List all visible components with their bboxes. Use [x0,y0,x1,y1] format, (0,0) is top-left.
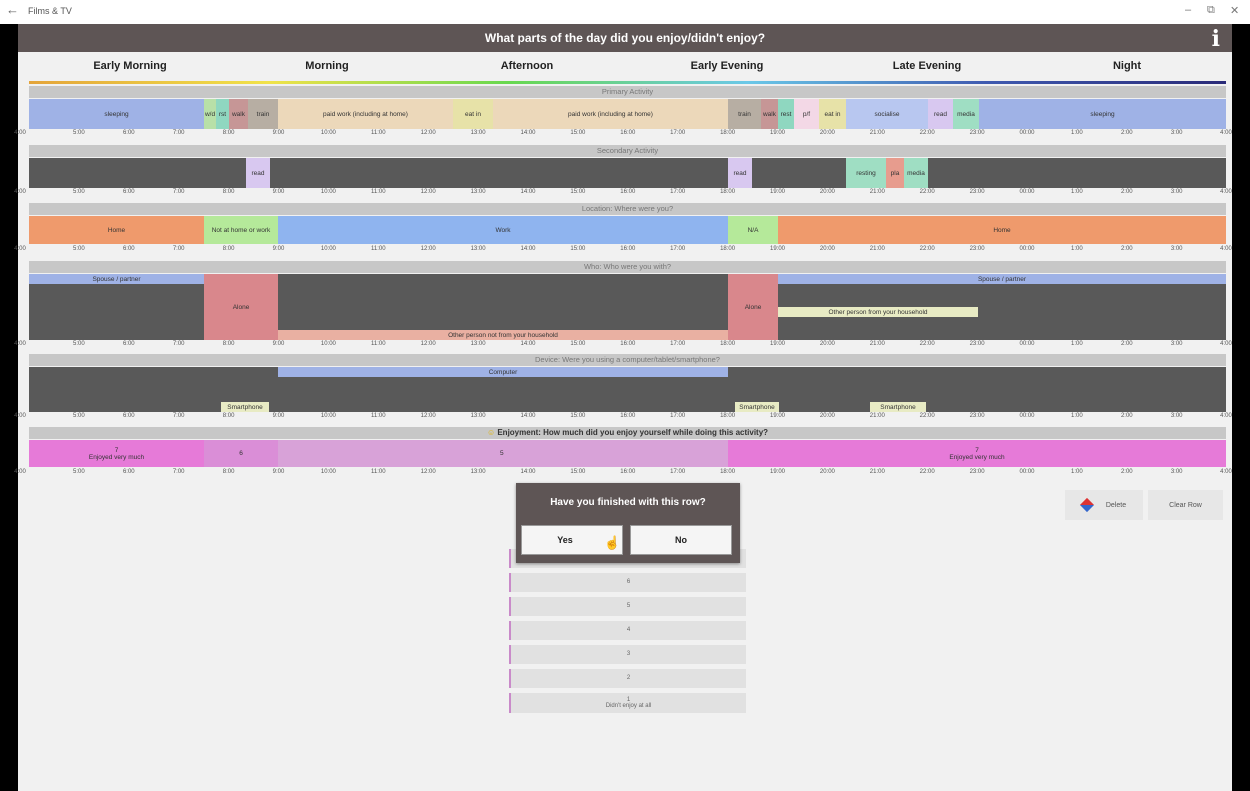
section-enjoyment: ☺ Enjoyment: How much did you enjoy yourself while doing this activity? [29,427,1226,439]
enjoyment-block[interactable]: 7 Enjoyed very much [728,440,1226,467]
location-track[interactable] [29,216,1226,244]
enjoyment-scale-item[interactable]: 3 [509,645,746,664]
period-early-morning: Early Morning [93,60,167,72]
smiley-icon: ☺ [486,428,496,437]
time-tick: 1:00 [1071,246,1083,252]
time-tick: 6:00 [122,341,135,347]
time-tick: 11:00 [371,469,386,475]
activity-block[interactable]: train [248,99,278,129]
time-tick: 16:00 [620,130,636,136]
time-tick: 17:00 [670,469,686,475]
time-tick: 13:00 [470,469,486,475]
time-tick: 13:00 [470,130,486,136]
location-block[interactable]: Home [778,216,1226,244]
time-tick: 6:00 [122,413,135,419]
back-arrow-icon[interactable]: ← [6,2,19,17]
time-tick: 10:00 [320,469,336,475]
time-tick: 17:00 [670,189,686,195]
title-bar [0,0,1250,24]
time-tick: 2:00 [1120,341,1133,347]
activity-block[interactable]: socialise [846,99,928,129]
time-tick: 19:00 [769,469,786,475]
time-tick: 16:00 [620,246,636,252]
time-tick: 14:00 [520,246,536,252]
activity-block[interactable]: rest [778,99,794,129]
minimize-icon[interactable]: – [1185,4,1192,16]
secondary-block[interactable]: read [246,158,270,188]
time-tick: 8:00 [222,469,235,475]
time-tick: 22:00 [919,341,935,347]
time-tick: 13:00 [470,189,486,195]
clear-row-button[interactable]: Clear Row [1148,490,1223,520]
time-tick: 7:00 [172,413,185,419]
time-tick: 10:00 [320,413,336,419]
who-block[interactable]: Alone [728,274,778,340]
time-axis [14,469,1232,478]
time-tick: 11:00 [371,189,386,195]
time-tick: 3:00 [1170,246,1183,252]
activity-block[interactable]: walk [229,99,248,129]
time-tick: 1:00 [1071,469,1083,475]
dialog-message: Have you finished with this row? [550,497,706,508]
time-tick: 6:00 [122,469,135,475]
time-tick: 9:00 [272,189,285,195]
time-tick: 18:00 [720,469,736,475]
restore-icon[interactable]: ⧉ [1207,4,1215,16]
who-block[interactable]: Spouse / partner [29,274,204,284]
time-tick: 00:00 [1019,469,1035,475]
section-location: Location: Where were you? [29,203,1226,215]
period-early-evening: Early Evening [690,60,764,72]
device-block[interactable]: Smartphone [870,402,926,412]
time-tick: 16:00 [620,341,636,347]
time-tick: 12:00 [420,189,436,195]
time-tick: 11:00 [371,341,386,347]
time-axis [14,189,1232,198]
time-tick: 5:00 [73,341,85,347]
time-tick: 4:00 [14,469,26,475]
time-tick: 17:00 [670,413,686,419]
time-tick: 20:00 [819,341,835,347]
time-tick: 21:00 [869,246,885,252]
time-tick: 4:00 [1220,341,1232,347]
primary-track[interactable] [29,99,1226,129]
enjoyment-block[interactable]: 5 [278,440,728,467]
time-tick: 2:00 [1120,246,1133,252]
time-tick: 9:00 [272,246,285,252]
info-icon[interactable]: i [1211,26,1220,52]
secondary-block[interactable]: media [904,158,928,188]
time-tick: 15:00 [570,413,586,419]
time-tick: 23:00 [969,189,985,195]
time-tick: 14:00 [520,189,536,195]
time-tick: 6:00 [122,189,135,195]
time-tick: 7:00 [172,189,185,195]
time-tick: 20:00 [819,189,835,195]
time-tick: 00:00 [1019,341,1035,347]
time-tick: 2:00 [1120,413,1133,419]
secondary-track[interactable] [29,158,1226,188]
device-block[interactable]: Smartphone [221,402,269,412]
time-tick: 2:00 [1120,130,1133,136]
time-tick: 19:00 [769,246,786,252]
time-tick: 4:00 [1220,413,1232,419]
time-tick: 17:00 [670,246,686,252]
secondary-block[interactable]: resting [846,158,886,188]
time-tick: 00:00 [1019,413,1035,419]
time-tick: 4:00 [14,341,26,347]
time-tick: 00:00 [1019,246,1035,252]
time-tick: 18:00 [720,341,736,347]
time-tick: 23:00 [969,413,985,419]
no-button[interactable]: No [630,525,732,555]
time-tick: 5:00 [73,413,85,419]
time-tick: 20:00 [819,130,835,136]
hand-pointer-icon: ☝ [604,535,621,550]
time-axis [14,413,1232,422]
enjoyment-scale-item[interactable]: 5 [509,597,746,616]
time-tick: 15:00 [570,469,586,475]
time-tick: 00:00 [1019,189,1035,195]
time-tick: 18:00 [720,413,736,419]
activity-block[interactable]: paid work (including at home) [493,99,728,129]
time-tick: 13:00 [470,341,486,347]
who-block[interactable]: Other person from your household [778,307,978,317]
activity-block[interactable]: eat in [819,99,846,129]
time-tick: 10:00 [320,246,336,252]
time-tick: 8:00 [222,189,235,195]
time-axis [14,130,1232,139]
time-tick: 13:00 [470,413,486,419]
time-tick: 4:00 [1220,469,1232,475]
day-spectrum-bar [29,81,1226,84]
time-tick: 8:00 [222,413,235,419]
section-device: Device: Were you using a computer/tablet/smartphone? [29,354,1226,366]
time-tick: 19:00 [769,130,786,136]
time-tick: 4:00 [14,413,26,419]
time-tick: 7:00 [172,469,185,475]
time-tick: 8:00 [222,130,235,136]
period-afternoon: Afternoon [500,60,554,72]
time-tick: 4:00 [1220,189,1232,195]
period-night: Night [1112,60,1142,72]
time-tick: 00:00 [1019,130,1035,136]
time-tick: 20:00 [819,246,835,252]
time-tick: 3:00 [1170,189,1183,195]
period-late-evening: Late Evening [892,60,962,72]
time-axis [14,341,1232,350]
time-tick: 11:00 [371,246,386,252]
time-tick: 8:00 [222,341,235,347]
time-tick: 17:00 [670,341,686,347]
time-tick: 9:00 [272,469,285,475]
section-who: Who: Who were you with? [29,261,1226,273]
time-tick: 21:00 [869,130,885,136]
enjoyment-scale-item[interactable]: 1 Didn't enjoy at all [509,693,746,713]
time-tick: 5:00 [73,246,85,252]
delete-button[interactable]: Delete [1065,490,1143,520]
time-tick: 21:00 [869,469,885,475]
time-tick: 2:00 [1120,189,1133,195]
time-tick: 15:00 [570,341,586,347]
time-tick: 7:00 [172,130,185,136]
time-tick: 18:00 [720,246,736,252]
time-tick: 14:00 [520,413,536,419]
time-tick: 1:00 [1071,341,1083,347]
enjoyment-scale-item[interactable]: 2 [509,669,746,688]
yes-button[interactable]: Yes [521,525,623,555]
section-secondary-activity: Secondary Activity [29,145,1226,157]
survey-stage [14,24,1232,791]
time-tick: 10:00 [320,189,336,195]
time-tick: 19:00 [769,341,786,347]
time-tick: 22:00 [919,246,935,252]
time-tick: 23:00 [969,246,985,252]
time-tick: 22:00 [919,469,935,475]
time-tick: 12:00 [420,413,436,419]
secondary-block[interactable]: read [728,158,752,188]
time-tick: 15:00 [570,130,586,136]
time-tick: 4:00 [14,246,26,252]
time-tick: 3:00 [1170,469,1183,475]
time-tick: 2:00 [1120,469,1133,475]
time-tick: 10:00 [320,341,336,347]
time-tick: 3:00 [1170,130,1183,136]
activity-block[interactable]: p/f [794,99,819,129]
activity-block[interactable]: w/d [204,99,216,129]
time-tick: 13:00 [470,246,486,252]
time-tick: 14:00 [520,341,536,347]
time-tick: 9:00 [272,413,285,419]
location-block[interactable]: Home [29,216,204,244]
time-tick: 1:00 [1071,189,1083,195]
time-tick: 6:00 [122,130,135,136]
confirm-dialog [516,483,740,563]
time-tick: 7:00 [172,246,185,252]
time-tick: 18:00 [720,130,736,136]
time-tick: 12:00 [420,469,436,475]
time-tick: 16:00 [620,469,636,475]
who-block[interactable]: Other person not from your household [278,330,728,340]
question-title: What parts of the day did you enjoy/didn't enjoy? [484,31,766,45]
time-tick: 4:00 [14,130,26,136]
time-axis [14,246,1232,255]
time-tick: 1:00 [1071,413,1083,419]
time-tick: 23:00 [969,341,985,347]
question-header [18,24,1232,52]
enjoyment-block[interactable]: 7 Enjoyed very much [29,440,204,467]
time-tick: 22:00 [919,413,935,419]
time-tick: 18:00 [720,189,736,195]
time-tick: 12:00 [420,130,436,136]
time-tick: 11:00 [371,130,386,136]
time-tick: 12:00 [420,246,436,252]
time-tick: 4:00 [14,189,26,195]
who-track[interactable] [29,274,1226,340]
time-tick: 20:00 [819,469,835,475]
location-block[interactable]: Work [278,216,728,244]
time-tick: 19:00 [769,413,786,419]
enjoyment-scale-item[interactable]: 6 [509,573,746,592]
location-block[interactable]: N/A [728,216,778,244]
activity-block[interactable]: eat in [453,99,493,129]
secondary-block[interactable]: pla [886,158,904,188]
enjoyment-track[interactable] [29,440,1226,467]
location-block[interactable]: Not at home or work [204,216,278,244]
time-tick: 15:00 [570,189,586,195]
time-tick: 1:00 [1071,130,1083,136]
device-track[interactable] [29,367,1226,412]
enjoyment-block[interactable]: 6 [204,440,278,467]
time-tick: 16:00 [620,189,636,195]
time-tick: 21:00 [869,189,885,195]
activity-block[interactable]: media [953,99,979,129]
time-tick: 23:00 [969,130,985,136]
time-tick: 5:00 [73,469,85,475]
period-morning: Morning [305,60,349,72]
time-tick: 17:00 [670,130,686,136]
time-tick: 7:00 [172,341,185,347]
time-tick: 3:00 [1170,413,1183,419]
time-tick: 8:00 [222,246,235,252]
time-tick: 9:00 [272,130,285,136]
time-tick: 5:00 [73,189,85,195]
activity-block[interactable]: sleeping [29,99,204,129]
time-tick: 19:00 [769,189,786,195]
who-block[interactable]: Spouse / partner [778,274,1226,284]
activity-block[interactable]: rst [216,99,229,129]
activity-block[interactable]: read [928,99,953,129]
time-tick: 3:00 [1170,341,1183,347]
time-tick: 5:00 [73,130,85,136]
time-tick: 16:00 [620,413,636,419]
time-tick: 4:00 [1220,246,1232,252]
time-tick: 20:00 [819,413,835,419]
time-tick: 21:00 [869,413,885,419]
app-title: Films & TV [28,6,72,16]
time-tick: 22:00 [919,189,935,195]
time-tick: 14:00 [520,130,536,136]
time-tick: 10:00 [320,130,336,136]
device-block[interactable]: Smartphone [735,402,779,412]
time-tick: 6:00 [122,246,135,252]
activity-block[interactable]: sleeping [979,99,1226,129]
device-block[interactable]: Computer [278,367,728,377]
section-primary-activity: Primary Activity [29,86,1226,98]
who-block[interactable]: Alone [204,274,278,340]
time-tick: 15:00 [570,246,586,252]
eraser-icon [1080,498,1094,512]
time-tick: 9:00 [272,341,285,347]
time-tick: 12:00 [420,341,436,347]
time-tick: 22:00 [919,130,935,136]
activity-block[interactable]: train [728,99,761,129]
activity-block[interactable]: walk [761,99,778,129]
close-icon[interactable]: ✕ [1230,5,1240,17]
activity-block[interactable]: paid work (including at home) [278,99,453,129]
time-tick: 11:00 [371,413,386,419]
time-tick: 21:00 [869,341,885,347]
time-tick: 14:00 [520,469,536,475]
time-tick: 23:00 [969,469,985,475]
enjoyment-scale-item[interactable]: 4 [509,621,746,640]
time-tick: 4:00 [1220,130,1232,136]
